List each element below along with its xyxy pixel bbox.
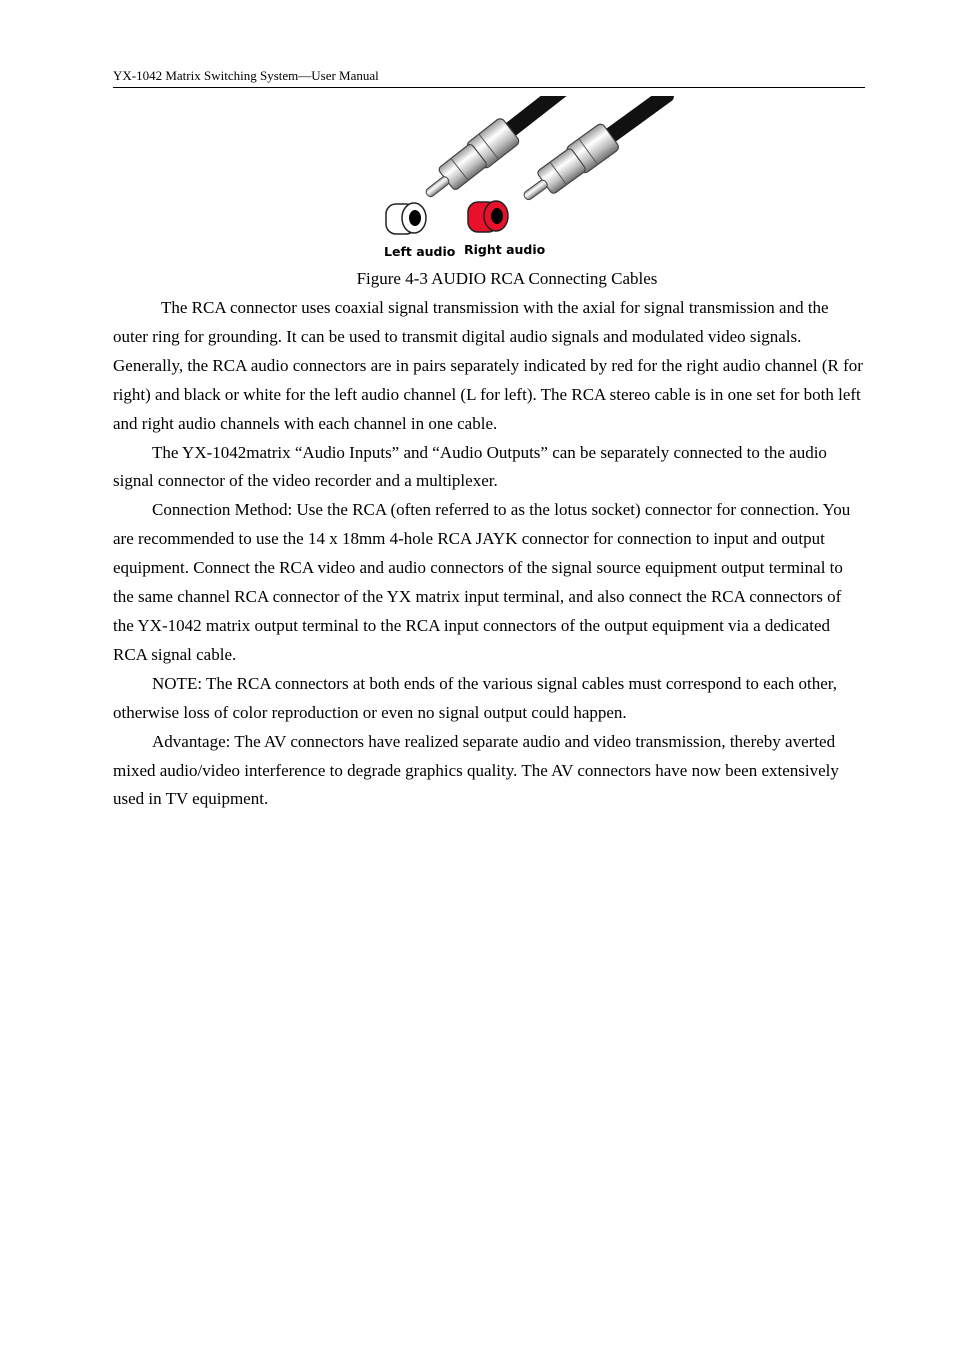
paragraph: Advantage: The AV connectors have realized separate audio and video transmission, thereby averted mixed audio/video interference to degrade graphics quality. The AV connectors have now been extensively used in TV equipment.: [113, 731, 839, 809]
header-title: YX-1042 Matrix Switching System—User Manual: [113, 68, 379, 83]
paragraph: NOTE: The RCA connectors at both ends of the various signal cables must correspond to each other, otherwise loss of color reproduction or even no signal output could happen.: [113, 673, 837, 722]
body-text: [113, 294, 865, 814]
figure-caption: Figure 4-3 AUDIO RCA Connecting Cables: [356, 269, 658, 288]
paragraph: The RCA connector uses coaxial signal transmission with the axial for signal transmission and the outer ring for grounding. It can be used to transmit digital audio signals and modulated video signals. Generally, the RCA audio connectors are in pairs separately indicated by red for the right audio channel (R for right) and black or white for the left audio channel (L for left). The RCA stereo cable is in one set for both left and right audio channels with each channel in one cable.: [113, 298, 863, 433]
paragraph: The YX-1042matrix “Audio Inputs” and “Audio Outputs” can be separately connected to the audio signal connector of the video recorder and a multiplexer.: [113, 442, 827, 491]
rca-cable-figure: [370, 96, 680, 262]
right-jack: [468, 201, 508, 232]
left-audio-label: Left audio: [384, 244, 456, 259]
left-jack: [386, 203, 426, 234]
paragraph: Connection Method: Use the RCA (often referred to as the lotus socket) connector for connection. You are recommended to use the 14 x 18mm 4-hole RCA JAYK connector for connection to input and output equipment. Connect the RCA video and audio connectors of the signal source equipment output terminal to the same channel RCA connector of the YX matrix input terminal, and also connect the RCA connectors of the YX-1042 matrix output terminal to the RCA input connectors of the output equipment via a dedicated RCA signal cable.: [113, 500, 851, 664]
rca-cable-illustration: [370, 96, 680, 262]
page-header: [113, 66, 865, 88]
right-audio-label: Right audio: [464, 242, 546, 257]
right-cable: [602, 96, 676, 145]
